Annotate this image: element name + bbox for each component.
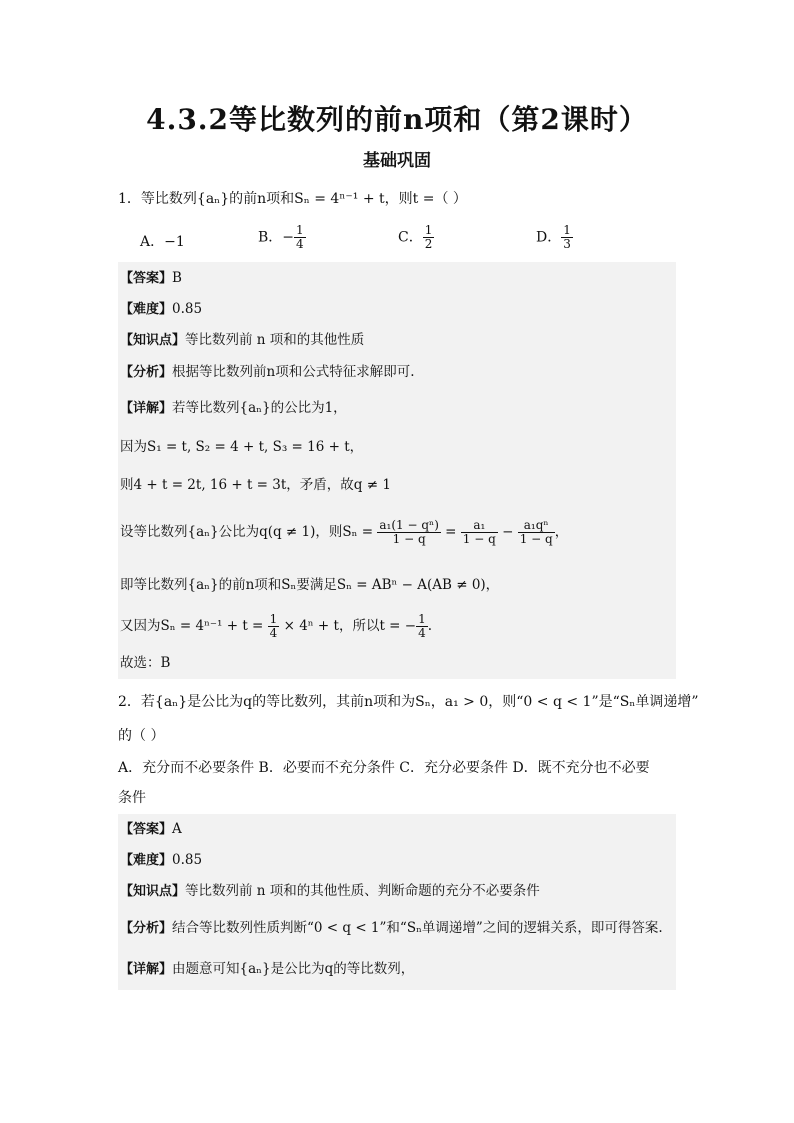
fraction-numerator: 1 — [418, 612, 426, 626]
section-subtitle: 基础巩固 — [363, 151, 431, 171]
formula-end: ， — [554, 524, 569, 540]
q1-answer — [120, 267, 182, 290]
fraction-denominator: 1 − q — [462, 532, 496, 546]
q1-option-c — [398, 224, 434, 251]
detail-text: 由题意可知{aₙ}是公比为q的等比数列， — [172, 961, 415, 977]
analysis-tag: 【分析】 — [120, 365, 173, 380]
q1-detail-line-5: 即等比数列{aₙ}的前n项和Sₙ要满足Sₙ = ABⁿ − A(AB ≠ 0)， — [120, 577, 500, 593]
question-1-stem: 1．等比数列{aₙ}的前n项和Sₙ = 4ⁿ⁻¹ + t，则t =（ ） — [118, 191, 467, 207]
q1-option-c-label: C． — [398, 229, 423, 246]
formula-equals: = — [440, 524, 461, 540]
page-title: 4.3.2等比数列的前n项和（第2课时） — [146, 103, 648, 136]
difficulty-value: 0.85 — [172, 852, 203, 868]
knowledge-value: 等比数列前 n 项和的其他性质、判断命题的充分不必要条件 — [185, 883, 540, 899]
fraction-denominator: 4 — [269, 626, 278, 640]
q1-detail-line-3: 则4 + t = 2t, 16 + t = 3t，矛盾，故q ≠ 1 — [120, 477, 391, 493]
fraction-denominator: 2 — [424, 237, 433, 251]
question-2-stem-line-1: 2．若{aₙ}是公比为q的等比数列，其前n项和为Sₙ，a₁ > 0，则“0 < q < 1”是“Sₙ单调递增” — [118, 694, 699, 710]
fraction-numerator: a₁(1 − qⁿ) — [379, 518, 439, 532]
formula-fraction-2 — [416, 613, 428, 640]
analysis-tag: 【分析】 — [120, 921, 173, 936]
formula-fraction-2 — [461, 519, 498, 546]
fraction-numerator: 1 — [424, 223, 433, 237]
q1-detail-line-4 — [120, 512, 568, 552]
fraction-denominator: 1 − q — [392, 532, 426, 546]
q2-difficulty — [120, 849, 202, 872]
q1-conclusion: 故选：B — [120, 655, 171, 671]
q2-options-line-2: 条件 — [118, 790, 146, 806]
q1-option-d-fraction — [561, 224, 573, 251]
analysis-value: 结合等比数列性质判断“0 < q < 1”和“Sₙ单调递增”之间的逻辑关系，即可得答案. — [172, 920, 663, 936]
answer-tag: 【答案】 — [120, 822, 173, 837]
q1-knowledge — [120, 329, 364, 352]
difficulty-tag: 【难度】 — [120, 853, 173, 868]
fraction-denominator: 3 — [563, 237, 571, 251]
formula-minus: − — [497, 524, 518, 540]
knowledge-tag: 【知识点】 — [120, 333, 186, 348]
q2-answer — [120, 818, 182, 841]
detail-tag: 【详解】 — [120, 962, 173, 977]
q2-detail-line-1 — [120, 958, 414, 981]
formula-lead: 又因为Sₙ = 4ⁿ⁻¹ + t = — [120, 618, 264, 634]
formula-fraction-1 — [377, 519, 441, 546]
formula-lead: 设等比数列{aₙ}公比为q(q ≠ 1)，则Sₙ = — [120, 524, 374, 540]
q1-option-d — [536, 224, 573, 251]
fraction-denominator: 4 — [418, 626, 426, 640]
detail-text: 若等比数列{aₙ}的公比为1， — [172, 400, 347, 416]
fraction-numerator: a₁qⁿ — [518, 519, 555, 533]
fraction-numerator: 1 — [563, 223, 571, 237]
q1-difficulty — [120, 298, 202, 321]
detail-tag: 【详解】 — [120, 401, 173, 416]
answer-value: B — [172, 270, 182, 286]
difficulty-tag: 【难度】 — [120, 302, 173, 317]
q1-detail-line-1 — [120, 397, 347, 420]
q1-detail-line-2: 因为S₁ = t, S₂ = 4 + t, S₃ = 16 + t， — [120, 439, 364, 455]
q1-option-c-fraction — [423, 224, 435, 251]
formula-fraction-1 — [268, 613, 280, 640]
q2-analysis — [120, 917, 663, 940]
q1-option-b-label: B．− — [258, 229, 295, 246]
q1-option-d-label: D． — [536, 229, 562, 246]
formula-end: . — [427, 618, 433, 634]
q1-analysis — [120, 361, 415, 384]
knowledge-value: 等比数列前 n 项和的其他性质 — [185, 332, 365, 348]
formula-middle: × 4ⁿ + t，所以t = − — [283, 618, 417, 634]
q1-option-b — [258, 224, 306, 251]
formula-fraction-3 — [518, 519, 555, 546]
q2-options-line-1: A．充分而不必要条件 B．必要而不充分条件 C．充分必要条件 D．既不充分也不必要 — [118, 760, 650, 776]
fraction-denominator: 1 − q — [519, 532, 553, 546]
q1-detail-line-6 — [120, 606, 432, 646]
fraction-numerator: 1 — [269, 612, 278, 626]
fraction-numerator: a₁ — [461, 519, 498, 533]
question-2-stem-line-2: 的（ ） — [118, 728, 165, 744]
q1-option-a: A．−1 — [140, 234, 185, 250]
knowledge-tag: 【知识点】 — [120, 884, 186, 899]
q2-knowledge — [120, 880, 540, 903]
analysis-value: 根据等比数列前n项和公式特征求解即可. — [172, 364, 415, 380]
q1-option-b-fraction — [294, 224, 306, 251]
answer-value: A — [172, 821, 182, 837]
difficulty-value: 0.85 — [172, 301, 203, 317]
fraction-numerator: 1 — [296, 223, 304, 237]
answer-tag: 【答案】 — [120, 271, 173, 286]
fraction-denominator: 4 — [296, 237, 304, 251]
